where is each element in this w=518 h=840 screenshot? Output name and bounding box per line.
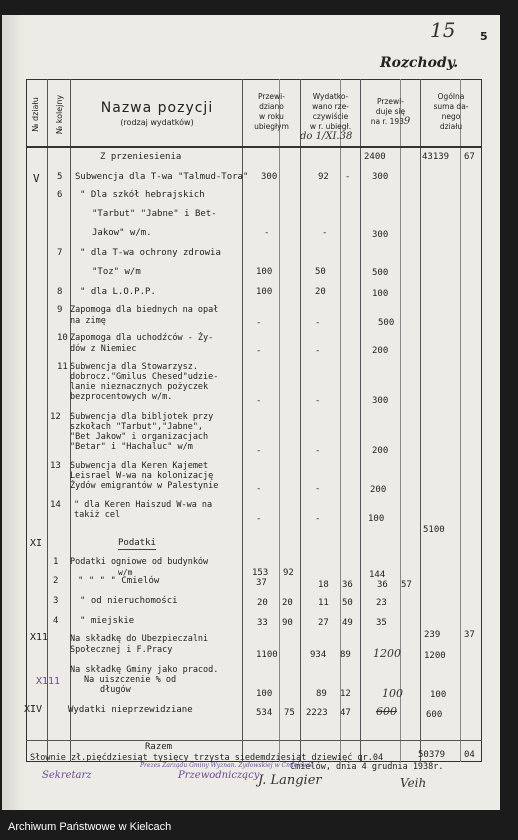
col-header-nazwa-sub: (rodzaj wydatków) [120,118,194,127]
row-forecast: 300 [372,230,389,240]
row-text: Subwencja dla Keren Kajemet [70,461,209,471]
row-prev-amount: - [256,514,262,524]
section-number-xi: XI [30,538,43,549]
row-number: 12 [50,412,61,422]
row-number: 3 [53,596,59,606]
row-spent-amount: - [315,346,321,356]
row-forecast: 300 [372,396,389,406]
row-text: dów z Niemiec [70,344,137,354]
row-text: "Betar" i "Hachaluc" w/m [70,442,193,452]
col-header-wydatkowano: Wydatko- wano rze- czywiście w r. ubiegł. [309,92,352,131]
col-header-kolejny: № kolejny [55,94,65,135]
header-divider [26,146,482,148]
grand-total: 50379 [418,750,446,760]
chairman-stamp: Przewodniczący [178,770,260,781]
row-text: "Bet Jakow" i organizacjach [70,432,209,442]
carry-over-total: 43139 [422,152,450,162]
page-spine [2,15,24,810]
row-prev-amount: - [256,484,262,494]
total-label: Razem [145,742,173,752]
row-text: Żydów emigrantów w Palestynie [70,481,219,491]
row-number: 1 [53,557,59,567]
col-divider [360,79,361,762]
row-number: 14 [50,500,61,510]
row-text: " Dla szkół hebrajskich [80,190,205,200]
row-forecast: 144 [369,570,386,580]
row-prev-amount: - [256,446,262,456]
section-number-xii: X11 [30,632,49,643]
carry-over-label: Z przeniesienia [100,152,182,162]
row-text: " od nieruchomości [80,596,178,606]
row-spent-dash: - [345,172,351,182]
col-header-dzial: № działu [30,97,40,132]
carry-over-grosz: 67 [464,152,475,162]
section-v-total: 5100 [423,525,445,535]
row-spent-grosz: 36 [342,580,353,590]
row-prev-amount: - [256,318,262,328]
section-xiii-total: 100 [430,690,447,700]
row-text: "Toz" w/m [92,267,141,277]
col-header-przewiduje: Przewi- duje się na r. 1939 [370,97,411,127]
row-prev-grosz: 75 [284,708,295,718]
row-prev-amount: 300 [261,172,278,182]
signature: J. Langier [258,773,322,788]
row-number: 4 [53,616,59,626]
official-stamp-text: Prezes Zarządu Gminy Wyznan. Żydowskiej w Ćmielowie [140,762,314,769]
row-prev-grosz: 92 [283,568,294,578]
row-forecast: 200 [370,485,387,495]
row-prev-amount: 20 [257,598,268,608]
row-forecast-grosz: 57 [401,580,412,590]
row-spent-amount: 20 [315,287,326,297]
col-header-nazwa: Nazwa pozycji [100,100,214,116]
row-text: Subwencja dla T-wa "Talmud-Tora" [75,172,249,182]
row-text: Subwencja dla bibljotek przy [70,412,214,422]
row-prev-amount: 1100 [256,650,278,660]
row-forecast: 100 [372,289,389,299]
row-text: Zapomoga dla biednych na opał [70,305,219,315]
grosz-divider [279,79,280,762]
row-text: Jakow" w/m. [92,228,152,238]
row-text: szkołach "Tarbut","Jabne", [70,422,204,432]
row-forecast: 300 [372,172,389,182]
row-prev-amount: 100 [256,267,273,277]
row-spent-grosz: 50 [342,598,353,608]
row-text: w/m [118,568,133,577]
grosz-divider [460,79,461,762]
row-text: na zimę [70,316,106,326]
row-prev-amount: - [256,346,262,356]
row-spent-amount: 27 [318,618,329,628]
row-forecast: 500 [372,268,389,278]
row-forecast: 100 [368,514,385,524]
section-number-xiii: X111 [36,676,61,687]
row-text: Na składkę do Ubezpieczalni [70,634,209,644]
total-divider [26,740,482,741]
wydatkowano-hand-note: do 1/XI.38 [300,131,353,142]
col-header-ogolna: Ogólna suma da- nego działu [433,92,469,131]
row-spent-grosz: 12 [340,689,351,699]
amount-in-words: Słownie zł.pięćdziesiąt tysięcy trzysta siedemdziesiąt dziewięć gr.04 [30,753,384,763]
row-text: " dla L.O.P.P. [80,287,156,297]
section-number-xiv: XIV [24,704,43,715]
section-xi-total: 239 [424,630,441,640]
signature: Veih [400,776,427,790]
row-spent-amount: 11 [318,598,329,608]
row-text: " miejskie [80,616,135,626]
grand-total-grosz: 04 [464,750,475,760]
row-spent-amount: 934 [310,650,327,660]
row-forecast: 200 [372,346,389,356]
row-text: "Tarbut" "Jabne" i Bet- [92,209,217,219]
row-number: 11 [57,362,68,372]
row-text: Podatki ogniowe od budynków [70,557,209,567]
pencil-page-number: 15 [430,18,456,42]
row-prev-amount: - [264,228,270,238]
section-number-v: V [33,172,40,185]
row-forecast: 600 [376,705,397,718]
row-spent-amount: 2223 [306,708,328,718]
row-spent-amount: - [315,396,321,406]
row-text: " " " " Cmielów [78,576,160,586]
section-xiv-total: 600 [426,710,443,720]
row-text: " dla T-wa ochrony zdrowia [80,248,221,258]
row-text: Na składkę Gminy jako pracod. [70,665,219,675]
row-prev-amount: 534 [256,708,273,718]
row-number: 9 [57,305,63,315]
carry-over-forecast: 2400 [364,152,386,162]
row-spent-amount: 92 [318,172,329,182]
section-title-podatki: Podatki [118,538,156,548]
col-header-przewidziano: Przewi- dziano w roku ubiegłym [254,92,289,131]
row-number: 8 [57,287,63,297]
row-text: długów [100,685,131,695]
row-text: bezprocentowych w/m. [70,392,173,402]
section-title: Rozchody. [380,55,459,71]
row-prev-amount: - [256,396,262,406]
row-spent-amount: 50 [315,267,326,277]
row-forecast: 35 [376,618,387,628]
row-number: 7 [57,248,63,258]
archive-label: Archiwum Państwowe w Kielcach [8,821,172,833]
col-divider [47,79,48,762]
row-prev-grosz: 20 [282,598,293,608]
row-text: Na uiszczenie % od [84,675,177,685]
row-spent-amount: - [315,484,321,494]
row-spent-amount: - [322,228,328,238]
col-divider [420,79,421,762]
row-prev-amount: 153 [252,568,269,578]
row-prev-grosz: 90 [282,618,293,628]
row-text: dobrocz."Gmilus Chesed"udzie- [70,372,219,382]
row-prev-amount: 33 [257,618,268,628]
row-text: " dla Keren Haiszud W-wa na [74,500,213,510]
row-spent-amount: - [315,514,321,524]
section-xii-total: 1200 [424,651,446,661]
row-prev-amount: 100 [256,689,273,699]
row-text: Wydatki nieprzewidziane [68,705,193,715]
row-number: 13 [50,461,61,471]
row-forecast: 100 [382,687,403,700]
secretary-stamp: Sekretarz [42,770,92,781]
row-prev-amount: 100 [256,287,273,297]
row-prev-amount: 37 [256,578,267,588]
row-spent-grosz: 47 [340,708,351,718]
row-forecast: 500 [378,318,395,328]
row-forecast: 36 [377,580,388,590]
row-number: 10 [57,333,68,343]
row-forecast: 23 [376,598,387,608]
row-spent-grosz: 49 [342,618,353,628]
row-text: Społecznej i F.Pracy [70,645,173,655]
row-number: 6 [57,190,63,200]
row-forecast: 200 [372,446,389,456]
page-number: 5 [480,30,488,43]
row-spent-amount: - [315,446,321,456]
row-spent-amount: 89 [316,689,327,699]
col-divider [300,79,301,762]
section-xi-grosz: 37 [464,630,475,640]
row-text: Zapomoga dla uchodźców - Ży- [70,333,214,343]
row-spent-amount: - [315,318,321,328]
row-spent-amount: 18 [318,580,329,590]
row-number: 2 [53,576,59,586]
row-forecast: 1200 [373,647,401,660]
row-number: 5 [57,172,63,182]
place-and-date: Ćmielów, dnia 4 grudnia 1938r. [290,762,444,772]
row-text: lanie nieznacznych pożyczek [70,382,209,392]
row-text: Leisrael W-wa na kolonizację [70,471,214,481]
row-text: Subwencja dla Stowarzysz. [70,362,198,372]
row-text: takiż cel [74,510,121,520]
row-spent-grosz: 89 [340,650,351,660]
